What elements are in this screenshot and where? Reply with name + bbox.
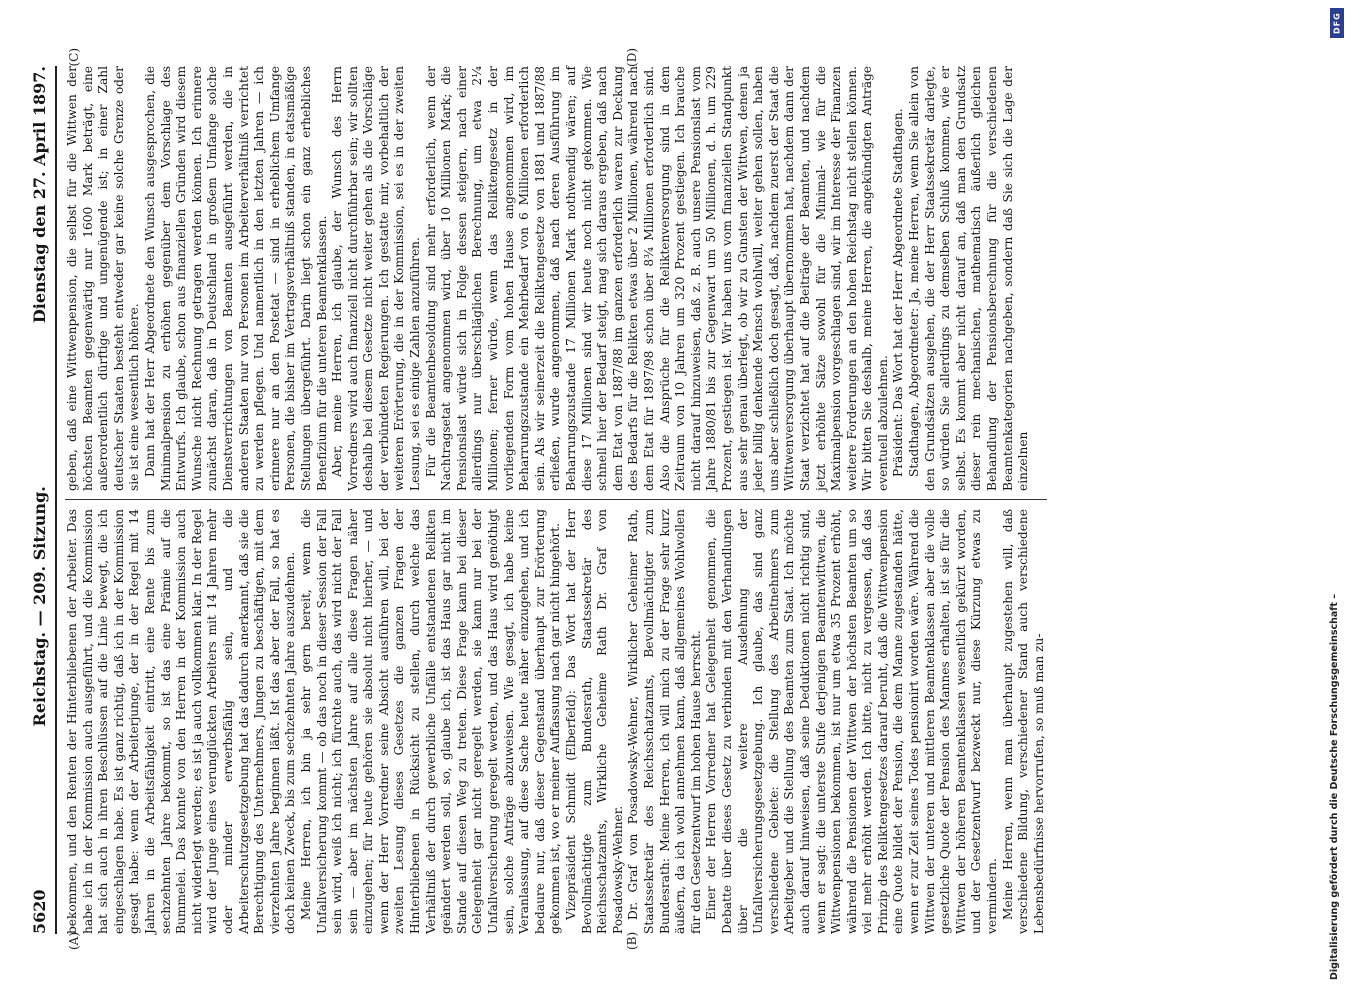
paragraph: Vizepräsident Schmidt (Elberfeld): Das Wort hat der Herr Bevollmächtigte zum Bundesrath, Staatssekretär des Reichsschatzamts, Wirkliche Geheime Rath Dr. Graf von Posadowsky-Wehner. xyxy=(564,509,625,934)
margin-marker-d: (D) xyxy=(625,48,639,67)
paragraph: Für die Beamtenbesoldung sind mehr erforderlich, wenn der Nachtragsetat angenommen wird, über 10 Millionen Mark; die Pensionslast würde sich in Folge dessen steigern, nach einer allerdings nur überschläglichen Berechnung, um etwa 2¼ Millionen; ferner würde, wenn das Reliktengesetz in der vorliegenden Form vom hohen Hause angenommen wird, im Beharrungszustande ein Mehrbedarf von 6 Millionen erforderlich sein. Als wir seinerzeit die Reliktengesetze von 1881 und 1887/88 erließen, wurde angenommen, daß nach deren Ausführung im Beharrungszustande 17 Millionen Mark nothwendig wären; auf diese 17 Millionen sind wir heute noch nicht gekommen. Wie schnell hier der Bedarf steigt, mag sich daraus ergeben, daß nach dem Etat von 1887/88 im ganzen erforderlich waren zur Deckung des Bedarfs für die Relikten etwas über 2 Millionen, während nach dem Etat für 1897/98 schon über 8¾ Millionen erforderlich sind. Also die Ansprüche für die Reliktenversorgung sind in dem Zeitraum von 10 Jahren um 320 Prozent gestiegen. Ich brauche nicht darauf hinzuweisen, daß z. B. auch unsere Pensionslast vom Jahre 1880/81 bis zur Gegenwart um 50 Millionen, d. h. um 229 Prozent, gestiegen ist. Wir haben uns vom finanziellen Standpunkt aus sehr genau überlegt, ob wir zu Gunsten der Wittwen, denen ja jeder billig denkende Mensch wohlwill, weiter gehen sollen, haben uns aber schließlich doch gesagt, daß, nachdem zuerst der Staat die Wittwenversorgung überhaupt übernommen hat, nachdem dann der Staat verzichtet hat auf die Beiträge der Beamten, und nachdem jetzt erhöhte Sätze sowohl für die Minimal- wie für die Maximalpension vorgeschlagen sind, wir im Interesse der Finanzen weitere Forderungen an den hohen Reichstag nicht stellen können. Wir bitten Sie deshalb, meine Herren, die angekündigten Anträge eventuell abzulehnen. xyxy=(423,66,890,491)
paragraph: Dr. Graf von Posadowsky-Wehner, Wirklicher Geheimer Rath, Staatssekretär des Reichsschatzamts, Bevollmächtigter zum Bundesrath: Meine Herren, ich will mich zu der Frage sehr kurz äußern, da ich wohl annehmen kann, daß allgemeines Wohlwollen für den Gesetzentwurf im hohen Hause herrscht. xyxy=(626,509,703,934)
margin-marker-a: (A) xyxy=(67,931,81,950)
page-header xyxy=(30,66,57,934)
page-number: 5620 xyxy=(30,889,49,934)
paragraph: Einer der Herren Vorredner hat Gelegenheit genommen, die Debatte über dieses Gesetz zu verbinden mit den Verhandlungen über die weitere Ausdehnung der Unfallversicherungsgesetzgebung. Ich glaube, das sind ganz verschiedene Gebiete: die Stellung des Arbeitnehmers zum Arbeitgeber und die Stellung des Beamten zum Staat. Ich möchte auch darauf hinweisen, daß seine Deduktionen nicht richtig sind, wenn er sagt: die unterste Stufe derjenigen Beamtenwittwen, die Wittwenpensionen bekommen, ist nur um etwa 35 Prozent erhöht, während die Pensionen der Wittwen der höchsten Beamten um so viel mehr erhöht werden. Ich bitte, nicht zu vergessen, daß das Prinzip des Reliktengesetzes darauf beruht, daß die Wittwenpension eine Quote bildet der Pension, die dem Manne zugestanden hätte, wenn er zur Zeit seines Todes pensionirt worden wäre. Während die Wittwen der unteren und mittleren Beamtenklassen aber die volle gesetzliche Quote der Pension des Mannes erhalten, ist sie für die Wittwen der höheren Beamtenklassen wesentlich gekürzt worden, und der Gesetzentwurf bezweckt nur, diese Kürzung etwas zu vermindern. xyxy=(704,509,1000,934)
dfg-logo: DFG xyxy=(1330,8,1344,38)
column-divider xyxy=(65,499,1047,500)
session-date: Dienstag den 27. April 1897. xyxy=(30,66,49,324)
rotated-page xyxy=(16,50,1236,950)
paragraph: Dann hat der Herr Abgeordnete den Wunsch ausgesprochen, die Minimalpension zu erhöhen gegenüber dem Vorschlage des Entwurfs. Ich glaube, schon aus finanziellen Gründen wird diesem Wunsche nicht Rechnung getragen werden können. Ich erinnere zunächst daran, daß in Deutschland in großem Umfange solche Dienstverrichtungen von Beamten ausgeführt werden, die in anderen Staaten nur von Personen im Arbeiterverhältniß verrichtet zu werden pflegen. Und namentlich in den letzten Jahren — ich erinnere nur an den Postetat — sind in erheblichem Umfange Personen, die bisher im Vertragsverhältniß standen, in etatsmäßige Stellungen übergeführt. Darin liegt schon ein ganz erhebliches Benefizium für die unteren Beamtenklassen. xyxy=(142,66,329,491)
paragraph: Präsident: Das Wort hat der Herr Abgeordnete Stadthagen. xyxy=(891,108,906,477)
paragraph: Stadthagen, Abgeordneter: Ja, meine Herren, wenn Sie allein von den Grundsätzen ausgehen, die der Herr Staatssekretär darlegte, so würden Sie allerdings zu demselben Schluß kommen, wie er selbst. Es kommt aber nicht darauf an, daß man den Grundsatz dieser rein mechanischen, mathematisch äußerlich gleichen Behandlung der Pensionsberechnung für die verschiedenen Beamtenkategorien nachgeben, sondern daß Sie sich die Lage der einzelnen xyxy=(907,66,1031,491)
text-columns xyxy=(65,48,1047,950)
digitization-credit: Digitalisierung gefördert durch die Deutsche Forschungsgemeinschaft – xyxy=(1329,593,1340,980)
right-column xyxy=(65,48,1047,491)
left-column xyxy=(65,509,1047,950)
paragraph: geben, daß eine Wittwenpension, die selbst für die Wittwen der höchsten Beamten gegenwärtig nur 1600 Mark beträgt, eine außerordentlich dürftige und ungenügende ist; in einer Zahl deutscher Staaten besteht entweder gar keine solche Grenze oder sie ist eine wesentlich höhere. xyxy=(65,66,142,491)
paragraph: Aber, meine Herren, ich glaube, der Wunsch des Herrn Vorredners wird auch finanziell nicht durchführbar sein; wir sollten deshalb bei diesem Gesetze nicht weiter gehen als die Vorschläge der verbündeten Regierungen. Ich gestatte mir, vorbehaltlich der weiteren Erörterung, die in der Kommission, sei es in der zweiten Lesung, sei es einige Zahlen anzuführen. xyxy=(330,66,423,491)
margin-marker-c: (C) xyxy=(67,48,81,67)
paragraph: Meine Herren, ich bin ja sehr gern bereit, wenn die Unfallversicherung kommt — ob das noch in dieser Session der Fall sein wird, weiß ich nicht; ich fürchte auch, das wird nicht der Fall sein — aber im nächsten Jahre auf alle diese Fragen näher einzugehen; für heute gehören sie absolut nicht hierher, — und wenn der Herr Vorredner seine Absicht ausführen will, bei der zweiten Lesung dieses Gesetzes die ganzen Fragen der Hinterbliebenen in Rücksicht zu stellen, durch welche das Verhältniß der durch gewerbliche Unfälle entstandenen Relikten geändert werden soll, so, glaube ich, ist das Haus gar nicht im Stande auf diesen Weg zu treten. Diese Frage kann bei dieser Gelegenheit gar nicht geregelt werden, sie kann nur bei der Unfallversicherung geregelt werden, und das Haus wird genöthigt sein, solche Anträge abzuweisen. Wie gesagt, ich habe keine Veranlassung, auf diese Sache heute näher einzugehen, und ich bedaure nur, daß dieser Gegenstand überhaupt zur Erörterung gekommen ist, wo er meiner Auffassung nach gar nicht hingehört. xyxy=(298,509,563,934)
paragraph: Meine Herren, wenn man überhaupt zugestehen will, daß verschiedene Bildung, verschiedener Stand auch verschiedene Lebensbedürfnisse hervorrufen, so muß man zu- xyxy=(1000,509,1046,934)
running-title: Reichstag. — 209. Sitzung. xyxy=(30,486,49,727)
paragraph: bekommen, und den Renten der Hinterbliebenen der Arbeiter. Das habe ich in der Kommission auch ausgeführt, und die Kommission hat sich auch in ihren Beschlüssen auf die Linie bewegt, die ich eingeschlagen habe. Es ist ganz richtig, daß ich in der Kommission gesagt habe: wenn der Arbeiterjunge, der in der Regel mit 14 Jahren in die Arbeitsfähigkeit eintritt, eine Rente bis zum sechzehnten Jahre bekommt, so ist das eine Prämie auf die Bummelei. Das konnte von den Herren in der Kommission auch nicht widerlegt werden; es ist ja auch vollkommen klar. In der Regel wird der Junge eines verunglückten Arbeiters mit 14 Jahren mehr oder minder erwerbsfähig sein, und die Arbeiterschutzgesetzgebung hat das dadurch anerkannt, daß sie die Berechtigung des Unternehmers, Jungen zu beschäftigen, mit dem vierzehnten Jahre beginnen läßt. Ist das aber der Fall, so hat es doch keinen Zweck, bis zum sechzehnten Jahre auszudehnen. xyxy=(65,509,298,934)
margin-marker-b: (B) xyxy=(625,931,639,950)
